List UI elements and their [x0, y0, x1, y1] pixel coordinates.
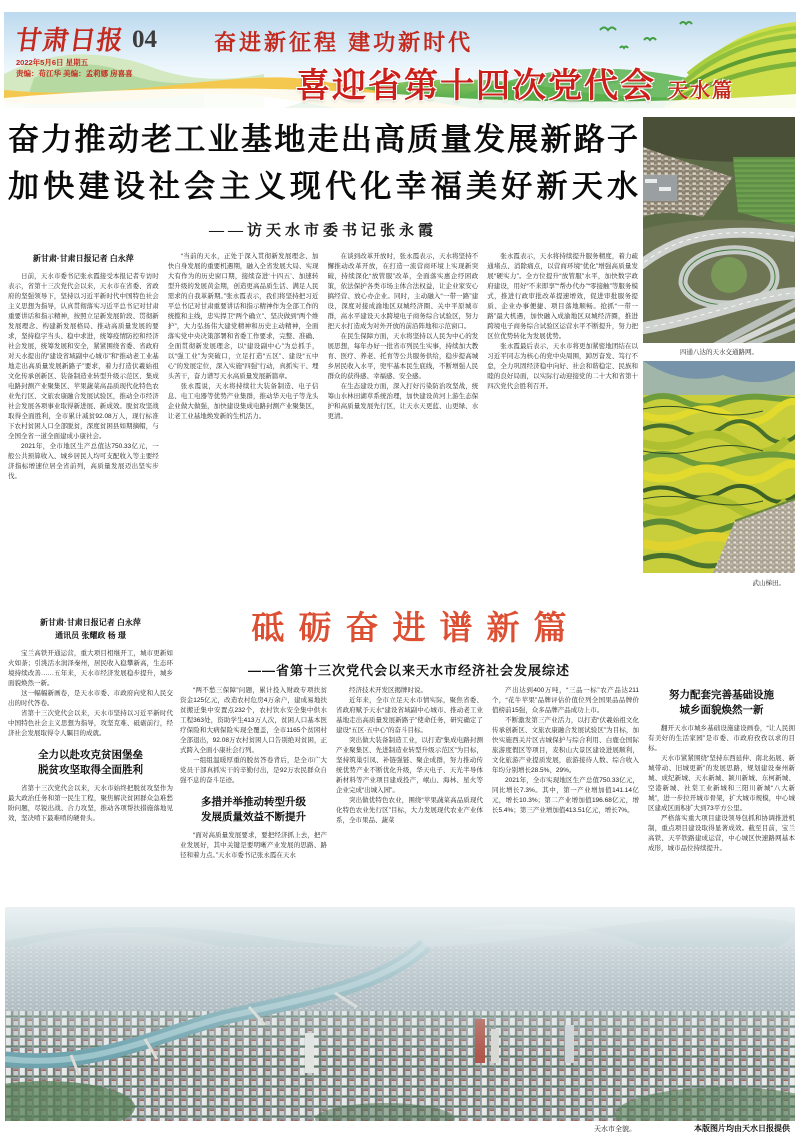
subhead-poverty-line1: 全力以赴攻克贫困堡垒: [38, 749, 143, 761]
body-paragraph: 在民生保障方面，天水将坚持以人民为中心的发展思想，每年办好一批省市列民生实事，持续加大教育、医疗、养老、托育等公共服务供给，稳步提高城乡居民收入水平，兜牢基本民生底线，不断增强人民群众的获得感、幸福感、安全感。: [327, 333, 479, 380]
lead-col1-paragraphs: [8, 272, 159, 482]
subhead-infrastructure-line2: 城乡面貌焕然一新: [679, 704, 764, 716]
subhead-poverty-line2: 脱贫攻坚取得全面胜利: [38, 764, 143, 776]
second-article-columns: [180, 686, 795, 905]
page-number: 04: [132, 26, 158, 53]
body-paragraph: “当前的天水，正处于深入贯彻新发展理念、加快自身发展的重要机遇期，融入全省发展大局、实现大有作为的历史窗口期，接续奋进‘十四五’、加速转型升级的发展黄金期，创造更高品质生活、满足人民需求的自我革新期。”张永霞表示，我们将坚持把习近平总书记对甘肃重要讲话和指示精神作为全部工作的统揽和主线，忠实捍卫“两个确立”、坚决做到“两个维护”，大力弘扬伟大建党精神和历史主动精神，全面落实党中央决策部署和省委工作要求，完整、准确、全面贯彻新发展理念，以“建设副中心”为总抓手，以“强工业”为突破口，立足打造“五区”、建设“五中心”的发展定位，深入实施“四强”行动，真抓实干、埋头苦干，奋力谱写天水高质量发展新篇章。: [167, 253, 319, 380]
date-line: 2022年5月6日 星期五: [16, 58, 89, 67]
second-byline-2: 通讯员 张耀政 杨 璟: [55, 631, 126, 640]
body-paragraph: 经济技术开发区揭牌时说。: [349, 687, 427, 694]
second-col1-paragraphs: [180, 686, 327, 786]
photo-credit: 本版图片均由天水日报提供: [694, 1124, 790, 1133]
body-paragraph: 在谈到改革开放时，张永霞表示，天水将坚持不懈推动改革开放，在打造一流营商环境上实现新突破，持续深化“放管服”改革，全面落实惠企纾困政策，依法保护各类市场主体合法权益，让企业家安心搞经营、放心办企业。同时，主动融入“一带一路”建设，深度对接成渝地区双城经济圈、关中平原城市群，高水平建设天水跨境电子商务综合试验区，努力把天水打造成为对外开放的前沿阵地和示范窗口。: [327, 253, 479, 330]
lead-col3-paragraphs: [328, 252, 479, 422]
subhead-infrastructure-line1: 努力配套完善基础设施: [669, 689, 774, 701]
body-paragraph: 省第十三次党代会以来，天水市坚持以习近平新时代中国特色社会主义思想为指导，攻坚克难、砥砺前行，经济社会发展取得令人瞩目的成就。: [8, 710, 173, 737]
second-article-title: 砥砺奋进谱新篇: [251, 611, 581, 647]
photo1-caption: 四通八达的天水交通路网。: [680, 349, 758, 356]
subhead-upgrade: [180, 795, 327, 825]
body-paragraph: 突出做优特色农业，围绕“苹果蔬菜高品质现代化特色农业先行区”目标，大力发展现代农业产业体系，全市果品、蔬菜: [336, 797, 483, 824]
masthead: [13, 20, 196, 79]
second-col3-paragraphs: [492, 686, 639, 816]
subhead-poverty: [8, 748, 173, 778]
headline-subtitle: ——访天水市委书记张永霞: [208, 223, 437, 239]
paper-name: 甘肃日报: [13, 26, 126, 55]
photo2-caption: 武山梯田。: [752, 580, 785, 587]
headline-line-2: 加快建设社会主义现代化幸福美好新天水: [8, 169, 638, 204]
body-paragraph: 在生态建设方面，深入打好污染防治攻坚战，统筹山水林田湖草系统治理，加快建设黄河上游生态保护和高质量发展先行区，让天水天更蓝、山更绿、水更清。: [327, 383, 479, 420]
lead-col4-paragraphs: [487, 252, 638, 392]
lead-article-column-1: [8, 252, 159, 600]
lead-article-column-3: [328, 252, 479, 600]
second-article-left-column: [8, 616, 173, 905]
body-paragraph: 翻开天水市城乡基础设施建设画卷，“让人民拥有美好的生活家园”是市委、市政府孜孜以求的目标。: [648, 725, 795, 752]
second-byline-1: 新甘肃·甘肃日报记者 白永萍: [40, 618, 141, 627]
second-col1b-paragraphs: [180, 831, 327, 861]
edition-tag: 天水篇: [668, 80, 734, 102]
second-col2-paragraphs: [336, 686, 483, 826]
body-paragraph: 不断激发第三产业活力，以打造“伏羲始祖文化传承创新区、文旅农康融合发展试验区”为目标，加快实施西关片区古城保护与综合利用、白鹿仓国际旅游度假区等项目，麦积山大景区建设进展顺利，文化旅游产业提质发展，旅游接待人数、综合收入年均分别增长28.5%、29%。: [492, 717, 639, 774]
second-article-column-1: [180, 686, 327, 905]
second-article-title-block: [180, 602, 638, 679]
second-article-column-4: [648, 686, 795, 905]
lead-article-body: [8, 252, 638, 600]
banner-slogan-top: 奋进新征程 建功新时代: [214, 30, 474, 55]
body-paragraph: 张永霞说，天水将持续壮大装备制造、电子信息、电工电器等优势产业集群，推动华天电子等龙头企业做大做强，加快建设集成电路封测产业聚集区，让老工业基地焕发新的生机活力。: [167, 383, 319, 420]
body-paragraph: 突出做大装备制造工业，以打造“集成电路封测产业聚集区、先进制造业转型升级示范区”为目标，坚持筑巢引凤、补链强链、聚企成群，努力推动传统优势产业不断优化升级，华天电子、天光半导体新材料等产业项目建成投产，岷山、海林、星火等企业完成“出城入园”。: [336, 737, 483, 794]
body-paragraph: 宝兰高铁开通运营，重大项目相继开工，城市更新如火如荼；引洮活水润泽秦州，居民收入稳攀新高，生态环境持续改善……五年来，天水市经济发展稳步提升，城乡面貌焕然一新。: [8, 650, 173, 687]
subhead-infrastructure: [648, 688, 795, 718]
body-paragraph: 严格落实重大项目建设领导包抓和协调推进机制，重点项目建设取得显著成效。截至目前，宝兰高铁、天平铁路建成运营，中心城区快速路网基本成形，城市品位持续提升。: [648, 815, 795, 852]
second-article-column-2: [336, 686, 483, 905]
body-paragraph: “两不愁三保障”问题，累计投入财政专项扶贫资金125亿元，改造农村危房4万余户，建成易地扶贫搬迁集中安置点232个，农村饮水安全集中供水工程363处，资助学生413万人次，贫困人口基本医疗保险和大病保险实现全覆盖，全市1165个贫困村全部退出，92.08万农村贫困人口告别绝对贫困，正式跨入全面小康社会行列。: [180, 687, 327, 754]
highway-interchange-photo: [643, 117, 795, 343]
second-col4-paragraphs: [648, 724, 795, 854]
body-paragraph: 省第十三次党代会以来，天水市始终把脱贫攻坚作为最大政治任务和第一民生工程，聚焦解决贫困群众急难愁盼问题，尽锐出战、合力攻坚，推动各项帮扶措施落地见效，坚决啃下最难啃的硬骨头。: [8, 785, 173, 822]
lead-byline: 新甘肃·甘肃日报记者 白永萍: [32, 254, 134, 263]
body-paragraph: 一组组温暖厚重的脱贫答卷背后，是全市广大党员干部真抓实干的辛勤付出，是92万农民群众自强不息的奋斗足迹。: [180, 757, 327, 784]
lead-col2-paragraphs: [168, 252, 319, 422]
terraced-fields-photo: [643, 361, 795, 573]
banner-slogan-main: [296, 58, 734, 107]
second-article-subtitle: ——省第十三次党代会以来天水市经济社会发展综述: [247, 663, 570, 678]
lead-article-column-2: [168, 252, 319, 600]
subhead-upgrade-line1: 多措并举推动转型升级: [201, 796, 306, 808]
bottom-photo-caption: 天水市全貌。: [594, 1125, 636, 1133]
body-paragraph: 张永霞表示，天水将持续提升服务精度，着力疏通堵点、消除痛点，以营商环境“优化”增强高质量发展“硬实力”。全方位提升“放管服”水平，加快数字政府建设，用好“不来即享”“帮办代办”“零接触”等服务模式，推进行政审批改革提速增效，促进审批服务提质、企业办事便捷、项目落地顺畅。抢抓“一带一路”最大机遇，加快融入成渝地区双城经济圈，推进跨境电子商务综合试验区运营水平不断提升，努力把区位优势转化为发展优势。: [487, 253, 638, 340]
subhead-upgrade-line2: 发展质量效益不断提升: [201, 811, 306, 823]
body-paragraph: “面对高质量发展要求，要把经济抓上去，把产业发展好，其中关键是要明晰产业发展的思路、路径和着力点。”天水市委书记张永霞在天水: [180, 832, 327, 859]
body-paragraph: 天水市紧紧围绕“坚持东西延伸、南北拓展、新城带动、旧城更新”的发展思路，规划建设秦州新城、成纪新城、天水新城、颍川新城、东柯新城、空港新城、社棠工业新城和三阳川新城“八大新城”，进一步拉开城市骨架，扩大城市规模，中心城区建成区面积扩大到73平方公里。: [648, 755, 795, 812]
lead-headline: [8, 116, 638, 240]
second-article-column-3: [492, 686, 639, 905]
headline-line-1: 奋力推动老工业基地走出高质量发展新路子: [8, 122, 638, 157]
banner-slogan-main-text: 喜迎省第十四次党代会: [296, 67, 656, 105]
body-paragraph: 这一幅幅新画卷，是天水市委、市政府向党和人民交出的时代答卷。: [8, 690, 173, 707]
city-panorama-photo: [5, 907, 795, 1121]
body-paragraph: 产出达到400万吨，“三品一标”农产品达211个，“花牛苹果”品牌评估价值位列全国果品品牌价值榜前15强，众多品牌产品成功上市。: [492, 687, 639, 714]
second-intro-paragraphs: [8, 649, 173, 739]
staff-line: 责编：苟江华 美编：孟莉娜 房喜喜: [16, 69, 133, 78]
body-paragraph: 张永霞最后表示，天水市将更加紧密地团结在以习近平同志为核心的党中央周围，踔厉奋发、笃行不怠，全力巩固经济稳中向好、社会和谐稳定、民族和睦的良好局面，以实际行动迎接党的二十大和省第十四次党代会胜利召开。: [487, 343, 638, 390]
second-left-paragraphs: [8, 784, 173, 824]
body-paragraph: 近年来，全市立足天水市情实际，聚焦省委、省政府赋予天水“建设省域副中心城市、推动老工业基地走出高质量发展新路子”使命任务，研究确定了建设“五区·五中心”的奋斗目标。: [336, 697, 483, 734]
lead-article-column-4: [487, 252, 638, 600]
banner: [4, 12, 796, 108]
body-paragraph: 2021年，全市地区生产总值达750.33亿元，一般公共预算收入、城乡居民人均可支配收入等主要经济指标增速位居全省前列，高质量发展迈出坚实步伐。: [8, 443, 159, 480]
body-paragraph: 日前，天水市委书记张永霞接受本报记者专访时表示，省第十三次党代会以来，天水市在省委、省政府的坚强领导下，坚持以习近平新时代中国特色社会主义思想为指导，认真贯彻落实习近平总书记对甘肃重要讲话和指示精神，按照立足新发展阶段、贯彻新发展理念、构建新发展格局、推动高质量发展的要求，坚持稳字当头、稳中求进，统筹疫情防控和经济社会发展，统筹发展和安全，紧紧围绕省委、省政府对天水提出的“建设省域副中心城市”和“推动老工业基地走出高质量发展新路子”要求，着力打造伏羲始祖文化传承创新区、装备制造业转型升级示范区、集成电路封测产业聚集区、苹果蔬菜高品质现代化特色农业先行区、文旅农康融合发展试验区，推动全市经济社会发展各项事业取得新进展、新成效。脱贫攻坚战取得全面胜利，全市累计减贫92.08万人，现行标准下农村贫困人口全部脱贫，深度贫困县如期摘帽，与全国全省一道全面建成小康社会。: [8, 273, 159, 440]
body-paragraph: 2021年，全市实现地区生产总值750.33亿元，同比增长7.3%。其中，第一产业增加值141.14亿元，增长10.3%；第二产业增加值196.68亿元，增长5.4%；第三产业增加值413.51亿元，增长7%。: [492, 777, 639, 814]
